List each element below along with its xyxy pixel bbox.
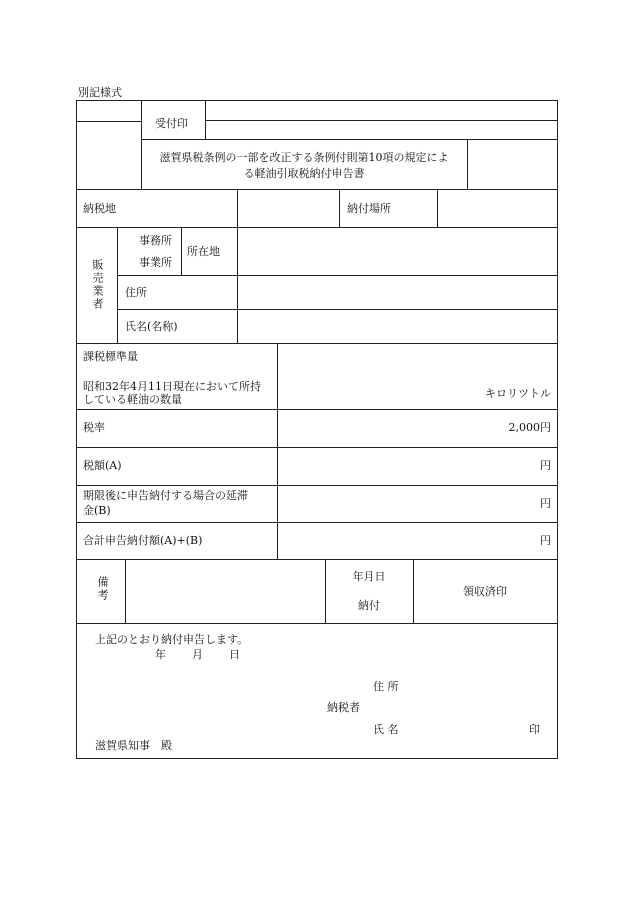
divider <box>117 309 557 310</box>
divider <box>437 189 438 227</box>
divider <box>467 139 468 189</box>
receipt-stamp-label: 受付印 <box>155 117 188 130</box>
divider <box>325 559 326 623</box>
tax-base-description-2: している軽油の数量 <box>83 393 182 406</box>
office-label-1: 事務所 <box>139 234 172 247</box>
divider <box>277 343 278 559</box>
divider <box>237 189 238 227</box>
office-label-2: 事業所 <box>139 256 172 269</box>
late-fee-label-2: 金(B) <box>83 504 111 517</box>
divider <box>77 121 141 122</box>
date-label: 年月日 <box>352 570 386 583</box>
date-month: 月 <box>192 648 203 661</box>
office-location-label: 所在地 <box>187 245 220 258</box>
taxpayer-name-label: 氏 名 <box>373 723 399 736</box>
taxpayer-label: 納税者 <box>327 701 360 714</box>
addressee: 滋賀県知事 殿 <box>95 739 172 752</box>
divider <box>205 120 557 121</box>
divider <box>237 227 238 343</box>
divider <box>125 559 126 623</box>
form-title-line-2: る軽油引取税納付申告書 <box>243 167 365 180</box>
divider <box>77 409 557 410</box>
seal-mark: 印 <box>529 723 540 736</box>
form-title-line-1: 滋賀県税条例の一部を改正する条例付則第10項の規定によ <box>159 151 449 164</box>
tax-place-label: 納税地 <box>83 202 116 215</box>
divider <box>77 522 557 523</box>
divider <box>77 343 557 344</box>
tax-return-form <box>76 100 558 759</box>
date-day: 日 <box>229 648 240 661</box>
divider <box>77 559 557 560</box>
divider <box>339 189 340 227</box>
receipt-stamp-label-bottom: 領収済印 <box>463 585 507 598</box>
payment-place-label: 納付場所 <box>347 202 391 215</box>
seller-address-label: 住所 <box>125 286 147 299</box>
tax-rate-value: 2,000円 <box>508 421 551 434</box>
divider <box>77 447 557 448</box>
divider <box>181 227 182 275</box>
date-year: 年 <box>155 648 166 661</box>
tax-rate-label: 税率 <box>83 421 105 434</box>
divider <box>77 189 557 190</box>
declaration-statement: 上記のとおり納付申告します。 <box>95 633 249 646</box>
divider <box>117 227 118 343</box>
remarks-label: 備考 <box>96 576 109 602</box>
tax-base-unit: キロリツトル <box>485 387 551 400</box>
payment-label: 納付 <box>358 599 380 612</box>
total-label: 合計申告納付額(A)+(B) <box>83 534 203 547</box>
form-label: 別記様式 <box>78 86 122 99</box>
divider <box>77 485 557 486</box>
seller-name-label: 氏名(名称) <box>125 320 178 333</box>
tax-amount-label: 税額(A) <box>83 459 122 472</box>
divider <box>141 139 557 140</box>
late-fee-label-1: 期限後に申告納付する場合の延滞 <box>83 489 248 502</box>
tax-base-label: 課税標準量 <box>83 350 138 363</box>
tax-base-description-1: 昭和32年4月11日現在において所持 <box>83 380 261 393</box>
tax-amount-unit: 円 <box>540 459 551 472</box>
divider <box>77 227 557 228</box>
seller-group-label: 販売業者 <box>91 259 104 311</box>
total-unit: 円 <box>540 534 551 547</box>
taxpayer-address-label: 住 所 <box>373 680 399 693</box>
divider <box>117 275 557 276</box>
divider <box>77 623 557 624</box>
late-fee-unit: 円 <box>540 497 551 510</box>
